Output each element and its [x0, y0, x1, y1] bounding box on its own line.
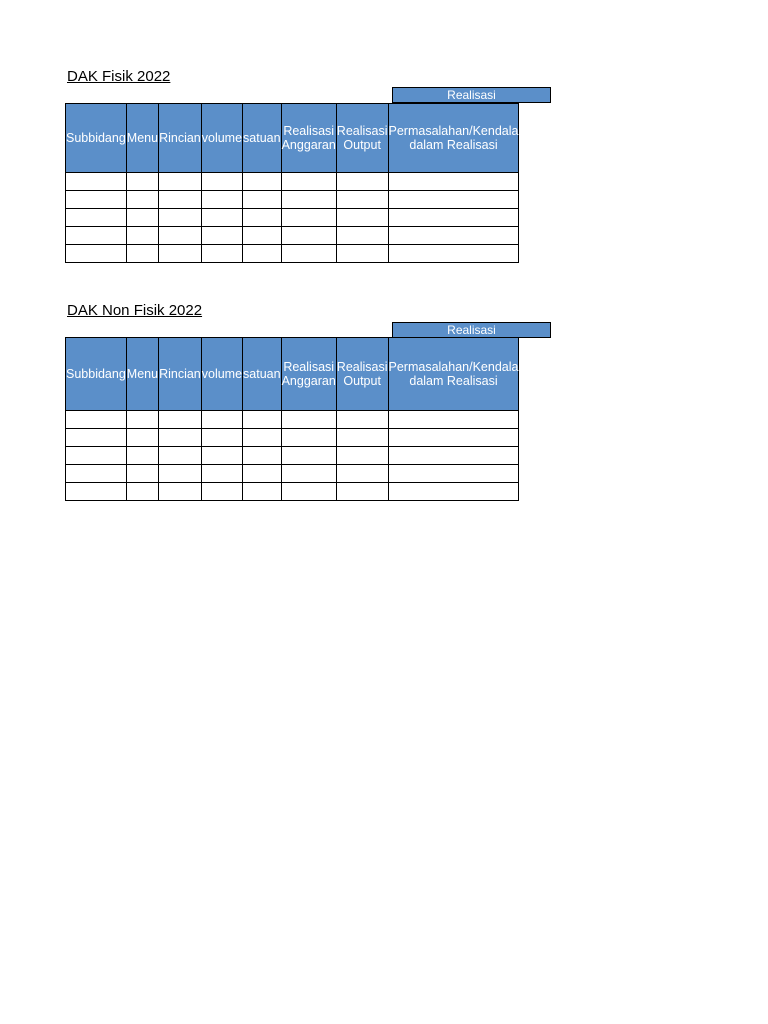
table-cell[interactable] — [243, 447, 282, 465]
col-header-realisasi-output — [336, 338, 388, 411]
table-cell[interactable] — [159, 483, 202, 501]
col-header-rincian: Rincian — [159, 338, 202, 411]
table-cell[interactable] — [336, 429, 388, 447]
table-cell[interactable] — [388, 447, 519, 465]
table-cell[interactable] — [388, 429, 519, 447]
col-header-permasalahan — [388, 104, 519, 173]
header-line: dalam Realisasi — [409, 374, 498, 388]
table-cell[interactable] — [243, 209, 282, 227]
table-cell[interactable] — [281, 447, 336, 465]
header-line: Permasalahan/Kendala — [388, 360, 519, 374]
col-header-volume: volume — [201, 104, 242, 173]
header-line: Realisasi — [283, 360, 335, 374]
table-header-row — [66, 338, 519, 411]
table-cell[interactable] — [126, 245, 158, 263]
col-header-realisasi-anggaran — [281, 338, 336, 411]
header-line: Permasalahan/Kendala — [388, 124, 519, 138]
table-cell[interactable] — [201, 191, 242, 209]
table-cell[interactable] — [66, 209, 127, 227]
table-cell[interactable] — [201, 447, 242, 465]
table-cell[interactable] — [201, 245, 242, 263]
table-cell[interactable] — [243, 465, 282, 483]
table-cell[interactable] — [281, 245, 336, 263]
table-cell[interactable] — [159, 209, 202, 227]
table-cell[interactable] — [201, 483, 242, 501]
table-cell[interactable] — [243, 191, 282, 209]
header-line: Output — [343, 138, 381, 152]
table-cell[interactable] — [126, 447, 158, 465]
header-line: Realisasi — [336, 360, 388, 374]
table-cell[interactable] — [159, 191, 202, 209]
table-cell[interactable] — [336, 227, 388, 245]
table-cell[interactable] — [388, 245, 519, 263]
realisasi-group-header: Realisasi — [392, 322, 551, 338]
table-row — [66, 447, 519, 465]
table-cell[interactable] — [281, 483, 336, 501]
table-cell[interactable] — [201, 173, 242, 191]
table-cell[interactable] — [126, 483, 158, 501]
table-cell[interactable] — [281, 191, 336, 209]
table-cell[interactable] — [201, 465, 242, 483]
table-cell[interactable] — [201, 227, 242, 245]
table-cell[interactable] — [243, 483, 282, 501]
dak-non-fisik-table — [65, 337, 519, 501]
table-cell[interactable] — [243, 173, 282, 191]
table-row — [66, 227, 519, 245]
table-cell[interactable] — [126, 191, 158, 209]
header-line: Anggaran — [281, 374, 336, 388]
table-cell[interactable] — [336, 191, 388, 209]
table-cell[interactable] — [243, 429, 282, 447]
table-cell[interactable] — [336, 465, 388, 483]
table-cell[interactable] — [243, 411, 282, 429]
header-line: Output — [343, 374, 381, 388]
realisasi-group-header: Realisasi — [392, 87, 551, 103]
table-header-row — [66, 104, 519, 173]
table-cell[interactable] — [159, 447, 202, 465]
table-cell[interactable] — [66, 191, 127, 209]
col-header-subbidang: Subbidang — [66, 338, 127, 411]
table-cell[interactable] — [66, 483, 127, 501]
table-row — [66, 465, 519, 483]
table-cell[interactable] — [201, 411, 242, 429]
table-cell[interactable] — [126, 227, 158, 245]
col-header-satuan: satuan — [243, 104, 282, 173]
table-cell[interactable] — [66, 465, 127, 483]
table-cell[interactable] — [336, 483, 388, 501]
table-cell[interactable] — [388, 173, 519, 191]
col-header-menu: Menu — [126, 104, 158, 173]
table-row — [66, 411, 519, 429]
table-cell[interactable] — [336, 209, 388, 227]
col-header-menu: Menu — [126, 338, 158, 411]
col-header-permasalahan — [388, 338, 519, 411]
col-header-satuan: satuan — [243, 338, 282, 411]
table-row — [66, 429, 519, 447]
table-cell[interactable] — [243, 227, 282, 245]
table-cell[interactable] — [281, 429, 336, 447]
table-cell[interactable] — [388, 483, 519, 501]
table-row — [66, 173, 519, 191]
table-cell[interactable] — [66, 411, 127, 429]
col-header-realisasi-anggaran — [281, 104, 336, 173]
table-cell[interactable] — [159, 227, 202, 245]
section-title: DAK Non Fisik 2022 — [67, 302, 203, 319]
table-cell[interactable] — [66, 447, 127, 465]
table-cell[interactable] — [159, 411, 202, 429]
table-cell[interactable] — [159, 245, 202, 263]
table-cell[interactable] — [66, 227, 127, 245]
section-title: DAK Fisik 2022 — [67, 68, 171, 85]
table-cell[interactable] — [66, 429, 127, 447]
col-header-rincian: Rincian — [159, 104, 202, 173]
table-cell[interactable] — [336, 411, 388, 429]
table-cell[interactable] — [159, 465, 202, 483]
table-cell[interactable] — [388, 227, 519, 245]
header-line: Anggaran — [281, 138, 336, 152]
table-cell[interactable] — [281, 173, 336, 191]
table-cell[interactable] — [126, 209, 158, 227]
table-cell[interactable] — [281, 411, 336, 429]
table-cell[interactable] — [388, 191, 519, 209]
col-header-subbidang: Subbidang — [66, 104, 127, 173]
table-cell[interactable] — [388, 411, 519, 429]
table-cell[interactable] — [159, 429, 202, 447]
header-line: Realisasi — [336, 124, 388, 138]
table-cell[interactable] — [126, 465, 158, 483]
table-cell[interactable] — [281, 227, 336, 245]
table-cell[interactable] — [281, 209, 336, 227]
table-row — [66, 483, 519, 501]
table-cell[interactable] — [243, 245, 282, 263]
table-cell[interactable] — [126, 429, 158, 447]
table-cell[interactable] — [336, 447, 388, 465]
table-cell[interactable] — [336, 173, 388, 191]
table-cell[interactable] — [159, 173, 202, 191]
table-cell[interactable] — [281, 465, 336, 483]
table-cell[interactable] — [388, 465, 519, 483]
table-cell[interactable] — [336, 245, 388, 263]
table-cell[interactable] — [66, 245, 127, 263]
table-cell[interactable] — [126, 411, 158, 429]
header-line: Realisasi — [283, 124, 335, 138]
col-header-realisasi-output — [336, 104, 388, 173]
table-row — [66, 191, 519, 209]
table-cell[interactable] — [388, 209, 519, 227]
table-row — [66, 209, 519, 227]
col-header-volume: volume — [201, 338, 242, 411]
table-row — [66, 245, 519, 263]
header-line: dalam Realisasi — [409, 138, 498, 152]
table-cell[interactable] — [126, 173, 158, 191]
table-cell[interactable] — [201, 429, 242, 447]
table-cell[interactable] — [66, 173, 127, 191]
table-cell[interactable] — [201, 209, 242, 227]
dak-fisik-table — [65, 103, 519, 263]
